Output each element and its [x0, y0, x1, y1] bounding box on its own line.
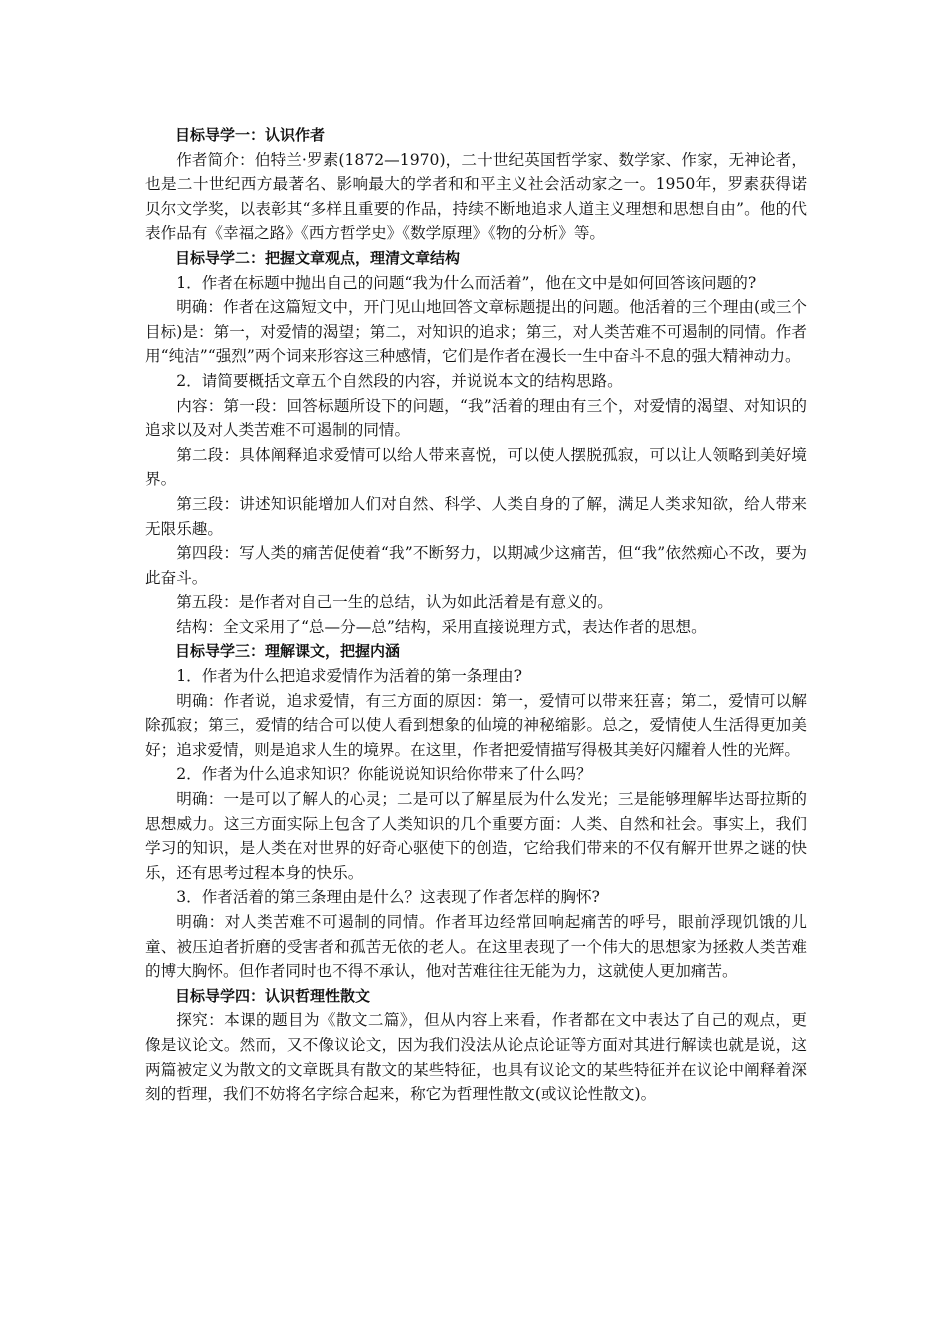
question: 1．作者在标题中抛出自己的问题“我为什么而活着”，他在文中是如何回答该问题的? [176, 273, 757, 292]
question: 2．作者为什么追求知识？你能说说知识给你带来了什么吗？ [176, 765, 592, 784]
paragraph: 第二段：具体阐释追求爱情可以给人带来喜悦，可以使人摆脱孤寂，可以让人领略到美好境界。 [145, 445, 807, 489]
answer: 明确：对人类苦难不可遏制的同情。作者耳边经常回响起痛苦的呼号，眼前浮现饥饿的儿童、被压迫者折磨的受害者和孤苦无依的老人。在这里表现了一个伟大的思想家为拯救人类苦难的博大胸怀。但作者同时也不得不承认，他对苦难往往无能为力，这就使人更加痛苦。 [145, 913, 807, 981]
paragraph: 第三段：讲述知识能增加人们对自然、科学、人类自身的了解，满足人类求知欲，给人带来无限乐趣。 [145, 494, 807, 538]
paragraph: 第四段：写人类的痛苦促使着“我”不断努力，以期减少这痛苦，但“我”依然痴心不改，要为此奋斗。 [145, 544, 807, 587]
section-philosophical-prose [145, 984, 807, 1107]
section-know-author [145, 123, 807, 246]
question: 3．作者活着的第三条理由是什么？这表现了作者怎样的胸怀? [176, 888, 600, 907]
paragraph: 结构：全文采用了“总—分—总”结构，采用直接说理方式，表达作者的思想。 [176, 617, 707, 636]
section-understand-text [145, 639, 807, 983]
paragraph: 内容：第一段：回答标题所设下的问题，“我”活着的理由有三个，对爱情的渴望、对知识的追求以及对人类苦难不可遏制的同情。 [145, 396, 807, 440]
document-page [145, 123, 807, 1107]
question: 1．作者为什么把追求爱情作为活着的第一条理由? [176, 667, 522, 686]
question: 2．请简要概括文章五个自然段的内容，并说说本文的结构思路。 [176, 371, 623, 390]
answer: 明确：作者说，追求爱情，有三方面的原因：第一，爱情可以带来狂喜；第二，爱情可以解除孤寂；第三，爱情的结合可以使人看到想象的仙境的神秘缩影。总之，爱情使人生活得更加美好；追求爱情，则是追求人生的境界。在这里，作者把爱情描写得极其美好闪耀着人性的光辉。 [145, 691, 807, 759]
answer: 明确：作者在这篇短文中，开门见山地回答文章标题提出的问题。他活着的三个理由(或三个目标)是：第一，对爱情的渴望；第二，对知识的追求；第三，对人类苦难不可遏制的同情。作者用“纯洁”“强烈”两个词来形容这三种感情，它们是作者在漫长一生中奋斗不息的强大精神动力。 [145, 298, 807, 366]
answer: 明确：一是可以了解人的心灵；二是可以了解星辰为什么发光；三是能够理解毕达哥拉斯的思想威力。这三方面实际上包含了人类知识的几个重要方面：人类、自然和社会。事实上，我们学习的知识，是人类在对世界的好奇心驱使下的创造，它给我们带来的不仅有解开世界之谜的快乐，还有思考过程本身的快乐。 [145, 790, 807, 882]
section-heading: 目标导学三：理解课文，把握内涵 [175, 642, 401, 661]
paragraph: 第五段：是作者对自己一生的总结，认为如此活着是有意义的。 [176, 593, 613, 612]
paragraph: 探究：本课的题目为《散文二篇》，但从内容上来看，作者都在文中表达了自己的观点，更像是议论文。然而，又不像议论文，因为我们没法从论点论证等方面对其进行解读也就是说，这两篇被定义为散文的文章既具有散文的某些特征，也具有议论文的某些特征并在议论中阐释着深刻的哲理，我们不妨将名字综合起来，称它为哲理性散文(或议论性散文)。 [145, 1011, 807, 1104]
section-heading: 目标导学二：把握文章观点，理清文章结构 [175, 248, 461, 267]
section-heading: 目标导学一：认识作者 [175, 126, 326, 144]
section-heading: 目标导学四：认识哲理性散文 [175, 986, 371, 1005]
section-structure [145, 246, 807, 640]
paragraph: 作者简介：伯特兰·罗素(1872—1970)，二十世纪英国哲学家、数学家、作家，无神论者，也是二十世纪西方最著名、影响最大的学者和和平主义社会活动家之一。1950年，罗素获得诺贝尔文学奖，以表彰其“多样且重要的作品，持续不断地追求人道主义理想和思想自由”。他的代表作品有《幸福之路》《西方哲学史》《数学原理》《物的分析》等。 [145, 150, 807, 243]
